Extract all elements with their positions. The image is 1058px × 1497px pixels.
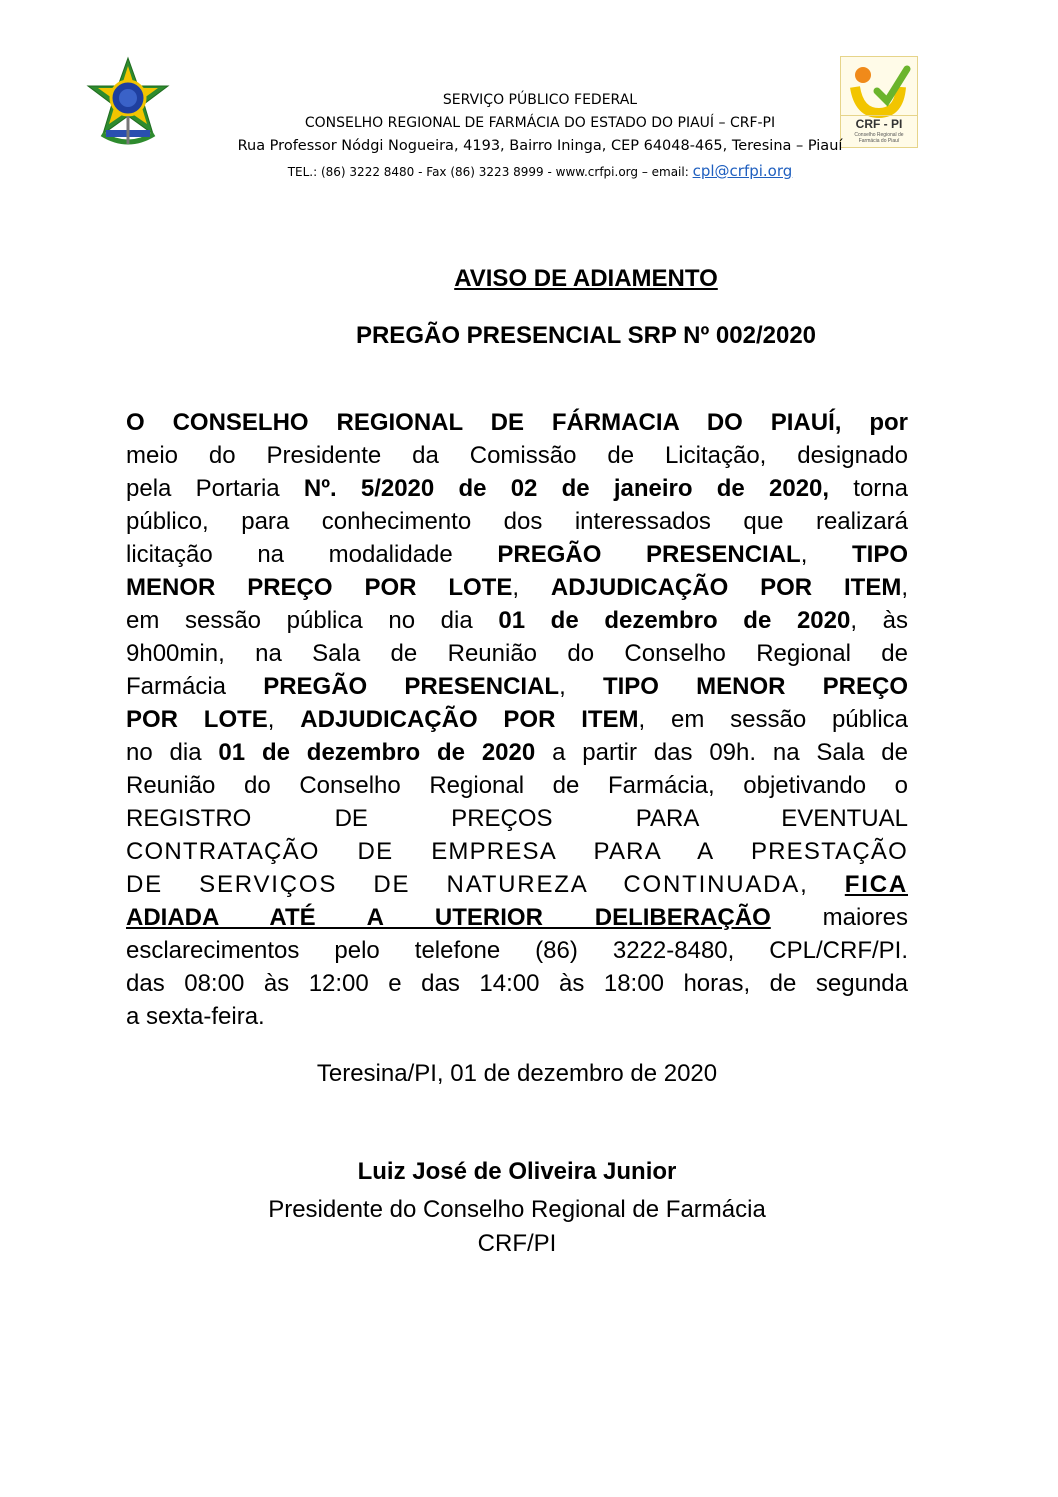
body-text: pela Portaria <box>126 475 304 502</box>
body-text: esclarecimentos pelo telefone (86) 3222-8480, CPL/CRF/PI. <box>126 937 908 964</box>
body-line <box>126 505 908 538</box>
body-text: das 08:00 às 12:00 e das 14:00 às 18:00 horas, de segunda <box>126 970 908 997</box>
body-text-bold: ADJUDICAÇÃO POR ITEM <box>550 574 902 601</box>
header-contact-line <box>140 162 940 180</box>
body-line <box>126 472 908 505</box>
body-line <box>126 967 908 1000</box>
notice-title: AVISO DE ADIAMENTO <box>454 265 718 292</box>
body-line <box>126 439 908 472</box>
body-line <box>126 802 908 835</box>
body-text-bold-underlined: FICA <box>844 871 908 898</box>
body-text: , <box>267 706 301 733</box>
signer-organization: CRF/PI <box>477 1230 557 1257</box>
body-text-bold: 01 de dezembro de 2020 <box>498 607 851 634</box>
body-text: , <box>559 673 603 700</box>
body-text: maiores <box>770 904 909 931</box>
body-text-bold: 01 de dezembro de 2020 <box>218 739 536 766</box>
place-date: Teresina/PI, 01 de dezembro de 2020 <box>316 1060 718 1087</box>
body-line <box>126 538 908 571</box>
body-text: a partir das 09h. na Sala de <box>535 739 908 766</box>
header-council-line: CONSELHO REGIONAL DE FARMÁCIA DO ESTADO DO PIAUÍ – CRF-PI <box>304 115 776 131</box>
body-line <box>126 736 908 769</box>
body-text-bold: O CONSELHO REGIONAL DE FÁRMACIA DO PIAUÍ, por <box>126 409 908 436</box>
body-text: público, para conhecimento dos interessados que realizará <box>126 508 908 535</box>
body-text-bold: PREGÃO PRESENCIAL <box>263 673 560 700</box>
signer-name: Luiz José de Oliveira Junior <box>357 1158 677 1185</box>
body-line <box>126 571 908 604</box>
body-text: CONTRATAÇÃO DE EMPRESA PARA A PRESTAÇÃO <box>126 838 908 865</box>
body-text: 9h00min, na Sala de Reunião do Conselho Regional de <box>126 640 908 667</box>
body-text-bold: TIPO MENOR PREÇO <box>602 673 908 700</box>
body-text: REGISTRO DE PREÇOS PARA EVENTUAL <box>126 805 908 832</box>
body-text: a sexta-feira. <box>126 1003 265 1030</box>
body-text: licitação na modalidade <box>126 541 498 568</box>
body-text-bold-underlined: ADIADA ATÉ A UTERIOR DELIBERAÇÃO <box>126 904 771 931</box>
body-text-bold: Nº. 5/2020 de 02 de janeiro de 2020, <box>303 475 830 502</box>
body-line <box>126 604 908 637</box>
body-text: DE SERVIÇOS DE NATUREZA CONTINUADA, <box>126 871 845 898</box>
header-address-line: Rua Professor Nódgi Nogueira, 4193, Bairro Ininga, CEP 64048-465, Teresina – Piauí <box>237 138 843 154</box>
body-text: em sessão pública no dia <box>126 607 499 634</box>
body-line <box>126 1000 908 1033</box>
crf-pi-logo-text: CRF - PI <box>855 117 903 131</box>
crf-pi-logo-subtext: Conselho Regional de Farmácia do Piauí <box>854 132 904 144</box>
body-text: Reunião do Conselho Regional de Farmácia, objetivando o <box>126 772 908 799</box>
signer-role: Presidente do Conselho Regional de Farmácia <box>268 1196 766 1223</box>
body-line <box>126 670 908 703</box>
body-text-bold: POR LOTE <box>126 706 268 733</box>
body-line <box>126 769 908 802</box>
body-text: , <box>901 574 909 601</box>
body-line <box>126 901 908 934</box>
body-line <box>126 703 908 736</box>
body-text-bold: ADJUDICAÇÃO POR ITEM <box>300 706 639 733</box>
body-text: no dia <box>126 739 219 766</box>
body-line <box>126 934 908 967</box>
header-contact-text: TEL.: (86) 3222 8480 - Fax (86) 3223 8999 - www.crfpi.org – email: <box>287 165 693 179</box>
body-line <box>126 868 908 901</box>
body-text: , <box>800 541 852 568</box>
body-text: , em sessão pública <box>638 706 909 733</box>
body-line <box>126 406 908 439</box>
header-email-link[interactable]: cpl@crfpi.org <box>692 162 793 180</box>
body-text-bold: TIPO <box>851 541 908 568</box>
body-text: Farmácia <box>126 673 264 700</box>
body-text: , às <box>850 607 908 634</box>
body-text-bold: MENOR PREÇO POR LOTE <box>126 574 513 601</box>
body-text: torna <box>829 475 908 502</box>
header-service-line: SERVIÇO PÚBLICO FEDERAL <box>442 92 638 108</box>
body-line <box>126 637 908 670</box>
procedure-title: PREGÃO PRESENCIAL SRP Nº 002/2020 <box>355 322 817 349</box>
body-text-bold: PREGÃO PRESENCIAL <box>497 541 801 568</box>
body-line <box>126 835 908 868</box>
body-text: meio do Presidente da Comissão de Licitação, designado <box>126 442 908 469</box>
body-text: , <box>512 574 551 601</box>
notice-body <box>126 406 908 1033</box>
